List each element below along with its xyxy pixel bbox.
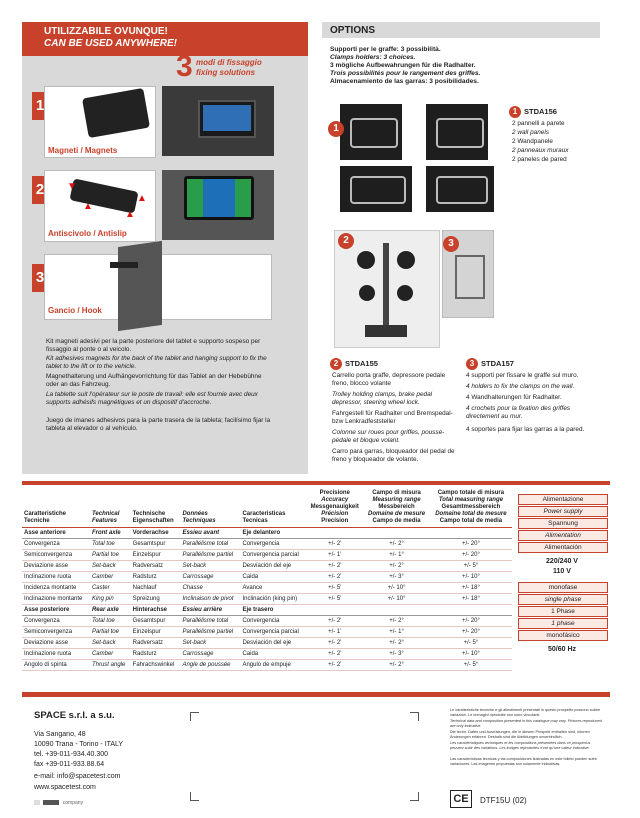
table-cell: Avance xyxy=(240,583,306,594)
disclaimer-es: Las características técnicas y las composiciones ilustradas en este folleto pueden sufrir variaciones. Las imagenes propuestas son solamente indicativas. xyxy=(450,757,597,766)
table-cell xyxy=(430,605,512,616)
table-cell: +/- 2° xyxy=(363,561,430,572)
arrow-icon: ▲ xyxy=(83,201,93,212)
options-line-es: Almacenamiento de las garras: 3 posibilidades. xyxy=(330,78,479,85)
crop-mark xyxy=(190,792,199,801)
table-cell: Inclinazione ruota xyxy=(22,649,90,660)
stda157-line-es: 4 soportes para fijar las garras a la pared. xyxy=(466,426,585,433)
table-cell: Angolo di spinta xyxy=(22,660,90,671)
stda156-line-en: 2 wall panels xyxy=(512,129,549,136)
document-code: DTF15U (02) xyxy=(480,796,527,805)
title-english: CAN BE USED ANYWHERE! xyxy=(44,38,177,49)
phone: tel. +39-011-934.40.300 xyxy=(34,751,109,758)
options-title: OPTIONS xyxy=(330,25,376,36)
divider-top xyxy=(22,481,610,485)
table-row xyxy=(22,638,512,649)
table-cell: Gesamtspur xyxy=(131,616,181,627)
table-cell: +/- 5° xyxy=(430,638,512,649)
option-badge-3: 3 xyxy=(443,236,459,252)
table-cell: Chasse xyxy=(180,583,240,594)
company-name: SPACE s.r.l. a s.u. xyxy=(34,710,115,721)
table-cell: +/- 10° xyxy=(430,649,512,660)
stda155-line-fr: Colonne sur roues pour griffes, pousse-pédale et bloque volant. xyxy=(332,429,445,444)
table-section-row xyxy=(22,605,512,616)
fixing-label-it: modi di fissaggio xyxy=(196,58,262,67)
stda157-line-fr: 4 crochets pour la fixation des griffes directement au mur. xyxy=(466,405,571,420)
ce-mark: CE xyxy=(450,790,472,808)
table-cell: Convergenza xyxy=(22,539,90,550)
table-cell: +/- 2° xyxy=(363,660,430,671)
stda156-line-it: 2 pannelli a parete xyxy=(512,120,565,127)
table-cell xyxy=(363,528,430,539)
clamp-image xyxy=(350,118,398,148)
table-row xyxy=(22,539,512,550)
lift-photo xyxy=(162,86,274,156)
spec-table-body xyxy=(22,528,512,671)
table-cell: +/- 18° xyxy=(430,583,512,594)
wall-holder-image xyxy=(455,255,485,299)
trolley-pole-image xyxy=(383,243,389,325)
table-row xyxy=(22,572,512,583)
table-cell: Radsturz xyxy=(131,649,181,660)
table-cell: Parallélisme partiel xyxy=(180,550,240,561)
fax: fax +39-011-933.88.64 xyxy=(34,761,105,768)
power-label-it: Alimentazione xyxy=(518,494,608,505)
stda156-line-de: 2 Wandpanele xyxy=(512,138,553,145)
table-cell: +/- 2° xyxy=(363,616,430,627)
table-cell: +/- 2° xyxy=(363,539,430,550)
arrow-icon: ▲ xyxy=(125,209,135,220)
stda157-line-en: 4 holders to fix the clamps on the wall. xyxy=(466,383,575,390)
table-cell: +/- 2' xyxy=(306,616,363,627)
table-cell: +/- 5' xyxy=(306,594,363,605)
description-french: La tablette suit l'opérateur sur le poste de travail: elle est fournie avec deux supports adhésifs magnétiques et un dispositif d'accroche. xyxy=(46,391,258,406)
table-cell: +/- 2' xyxy=(306,660,363,671)
table-cell: Desviación del eje xyxy=(240,638,306,649)
row-number-1: 1 xyxy=(32,92,48,120)
table-row xyxy=(22,627,512,638)
divider-bottom xyxy=(22,692,610,697)
stda155-code: STDA155 xyxy=(345,359,378,368)
clamp-image xyxy=(397,251,415,269)
frequency: 50/60 Hz xyxy=(547,646,577,653)
table-row xyxy=(22,583,512,594)
table-cell: Total toe xyxy=(90,616,131,627)
table-cell: Convergencia xyxy=(240,616,306,627)
table-cell: Asse posteriore xyxy=(22,605,90,616)
phase-fr: 1 phase xyxy=(518,618,608,629)
row-number-2: 2 xyxy=(32,176,48,204)
tablet-on-lift-image xyxy=(198,100,256,138)
stda156-badge: 1 xyxy=(509,106,521,118)
stda157-badge: 3 xyxy=(466,358,478,370)
table-cell: King pin xyxy=(90,594,131,605)
table-cell: Camber xyxy=(90,649,131,660)
group-line xyxy=(34,800,83,806)
address-city: 10090 Trana - Torino - ITALY xyxy=(34,741,124,748)
description-german: Magnethalterung und Aufhängevorrichtung für das Tablet an der Hebebühne oder an das Fahrzeug. xyxy=(46,373,262,388)
table-cell: Carrossage xyxy=(180,649,240,660)
voltage-2: 110 V xyxy=(553,568,571,575)
table-cell: +/- 3° xyxy=(363,649,430,660)
table-cell: Radversatz xyxy=(131,561,181,572)
table-cell: +/- 20° xyxy=(430,539,512,550)
table-cell: Angle de poussée xyxy=(180,660,240,671)
description-spanish: Juego de imanes adhesivos para la parte trasera de la tableta; facilísimo fijar la tableta al elevador o al vehículo. xyxy=(46,417,271,432)
table-cell xyxy=(306,528,363,539)
table-cell: Inclinazione montante xyxy=(22,594,90,605)
group-logo xyxy=(43,800,59,805)
table-cell: Set-back xyxy=(90,638,131,649)
clamp-image xyxy=(436,176,488,204)
table-cell: Eje trasero xyxy=(240,605,306,616)
description-italian: Kit magneti adesivi per la parte posteriore del tablet e supporto sospeso per fissaggio al ponte o al veicolo. xyxy=(46,338,261,353)
table-cell: Inclinación (king pin) xyxy=(240,594,306,605)
email-link[interactable]: e-mail: info@spacetest.com xyxy=(34,773,121,780)
stda156-line-fr: 2 panneaux muraux xyxy=(512,147,569,154)
table-cell xyxy=(306,605,363,616)
power-label-es: Alimentación xyxy=(518,542,608,553)
table-cell: Carrossage xyxy=(180,572,240,583)
table-cell: +/- 2' xyxy=(306,638,363,649)
col-header-it: Caratteristiche Tecniche xyxy=(22,490,90,528)
table-cell: Convergenza xyxy=(22,616,90,627)
hook-image xyxy=(110,262,138,268)
disclaimer-de: Die techn. Daten und Ausrüstungen, die in diesem Prospekt enthalten sind, können Änderungen erfahren. Deshalb sind die Abbildungen unverbindlich. xyxy=(450,730,590,739)
table-cell: +/- 10° xyxy=(363,594,430,605)
col-header-en: Technical Features xyxy=(90,490,131,528)
table-cell: Thrust angle xyxy=(90,660,131,671)
table-cell: Caster xyxy=(90,583,131,594)
address-street: Via Sangano, 48 xyxy=(34,731,86,738)
table-cell xyxy=(363,605,430,616)
stda155-line-it: Carrello porta graffe, depressore pedale freno, blocco volante xyxy=(332,372,446,387)
table-cell: Parallélisme total xyxy=(180,539,240,550)
table-cell: +/- 1' xyxy=(306,550,363,561)
arrow-icon: ▼ xyxy=(67,181,77,192)
table-cell: Inclinazione ruota xyxy=(22,572,90,583)
table-row xyxy=(22,561,512,572)
power-label-fr: Alimentation xyxy=(518,530,608,541)
table-cell: Hinterachse xyxy=(131,605,181,616)
table-cell: +/- 1° xyxy=(363,627,430,638)
table-row xyxy=(22,616,512,627)
table-cell: Partial toe xyxy=(90,627,131,638)
table-cell: Total toe xyxy=(90,539,131,550)
table-cell: +/- 2° xyxy=(363,638,430,649)
group-label: company xyxy=(62,800,84,806)
table-cell: Semiconvergenza xyxy=(22,627,90,638)
table-cell: Nachlauf xyxy=(131,583,181,594)
table-cell: +/- 20° xyxy=(430,616,512,627)
table-cell: Asse anteriore xyxy=(22,528,90,539)
table-cell: Einzelspur xyxy=(131,627,181,638)
options-line-it: Supporti per le graffe: 3 possibilità. xyxy=(330,46,441,53)
table-cell: Gesamtspur xyxy=(131,539,181,550)
table-cell: +/- 2' xyxy=(306,561,363,572)
table-cell: +/- 5° xyxy=(430,660,512,671)
table-row xyxy=(22,594,512,605)
clamp-image xyxy=(359,285,375,301)
caption-hook: Gancio / Hook xyxy=(48,306,102,315)
table-cell: Radversatz xyxy=(131,638,181,649)
table-cell: +/- 2' xyxy=(306,539,363,550)
website-link[interactable]: www.spacetest.com xyxy=(34,784,96,791)
col-header-accuracy: Precisione Accuracy Messgenauigkeit Précision Precision xyxy=(306,490,363,528)
tablet-back-image xyxy=(82,88,150,138)
table-cell: +/- 3° xyxy=(363,572,430,583)
stda155-line-es: Carro para garras, bloqueador del pedal de freno y bloqueador de volante. xyxy=(332,448,455,463)
dashboard-photo xyxy=(162,170,274,240)
power-label-de: Spannung xyxy=(518,518,608,529)
table-cell: Convergencia parcial xyxy=(240,627,306,638)
voltage-1: 220/240 V xyxy=(546,558,578,565)
table-cell: Parallélisme total xyxy=(180,616,240,627)
caption-antislip: Antiscivolo / Antislip xyxy=(48,229,127,238)
tablet-hook-image xyxy=(118,241,162,331)
table-cell: Semiconvergenza xyxy=(22,550,90,561)
table-cell: Vorderachse xyxy=(131,528,181,539)
stda155-line-de: Fahrgestell für Radhalter und Bremspedal- bzw Lenkradfeststeller xyxy=(332,410,453,425)
options-line-en: Clamps holders: 3 choices. xyxy=(330,54,416,61)
table-cell: Caida xyxy=(240,649,306,660)
trolley-base-image xyxy=(365,325,407,337)
power-label-en: Power supply xyxy=(518,506,608,517)
table-cell: Angulo de empuje xyxy=(240,660,306,671)
crop-mark xyxy=(410,792,419,801)
table-cell: +/- 5° xyxy=(430,561,512,572)
table-cell: Radsturz xyxy=(131,572,181,583)
table-cell: +/- 2' xyxy=(306,649,363,660)
table-cell: Set-back xyxy=(90,561,131,572)
stda155-line-en: Trolley holding clamps, brake pedal depressor, steering wheel lock. xyxy=(332,391,433,406)
table-cell: +/- 18° xyxy=(430,594,512,605)
clamp-image xyxy=(357,251,375,269)
stda156-code: STDA156 xyxy=(524,107,557,116)
stda155-badge: 2 xyxy=(330,358,342,370)
table-cell xyxy=(430,528,512,539)
caption-magnets: Magneti / Magnets xyxy=(48,146,118,155)
table-cell: +/- 1° xyxy=(363,550,430,561)
table-cell: +/- 20° xyxy=(430,550,512,561)
table-cell: +/- 5' xyxy=(306,583,363,594)
table-cell: Convergencia xyxy=(240,539,306,550)
table-cell: Partial toe xyxy=(90,550,131,561)
option-badge-1: 1 xyxy=(328,121,344,137)
table-cell: +/- 10° xyxy=(363,583,430,594)
crop-mark xyxy=(190,712,199,721)
table-cell: +/- 20° xyxy=(430,627,512,638)
table-cell: Desviación del eje xyxy=(240,561,306,572)
phase-en: single phase xyxy=(518,594,608,605)
arrow-icon: ▲ xyxy=(137,193,147,204)
table-row xyxy=(22,649,512,660)
table-row xyxy=(22,550,512,561)
disclaimer-it: Le caratteristiche tecniche e gli allestimenti presentati in questo prospetto possono subire variazioni. Le immagini riprodotte non sono vincolanti. xyxy=(450,708,601,717)
dot-icon xyxy=(34,800,40,805)
phase-de: 1 Phase xyxy=(518,606,608,617)
clamp-image xyxy=(436,118,484,148)
option-badge-2: 2 xyxy=(338,233,354,249)
fixing-count: 3 xyxy=(176,50,193,83)
disclaimer-en: Technical data and composition presented in this catalogue may vary. Pictures reproduced are only indicative. xyxy=(450,719,602,728)
spec-table xyxy=(22,490,512,671)
table-cell: Essieu arrière xyxy=(180,605,240,616)
col-header-fr: Données Techniques xyxy=(180,490,240,528)
table-cell: Caida xyxy=(240,572,306,583)
phase-it: monofase xyxy=(518,582,608,593)
fixing-label-en: fixing solutions xyxy=(196,68,256,77)
table-cell: Rear axle xyxy=(90,605,131,616)
col-header-es: Caracteristicas Tecnicas xyxy=(240,490,306,528)
col-header-total-range: Campo totale di misura Total measuring range Gesamtmessbereich Domaine total de mesure Campo total de media xyxy=(430,490,512,528)
table-cell: Front axle xyxy=(90,528,131,539)
clamp-image xyxy=(350,176,406,204)
table-cell: +/- 1' xyxy=(306,627,363,638)
stda157-code: STDA157 xyxy=(481,359,514,368)
stda157-line-it: 4 supporti per fissare le graffe sul muro. xyxy=(466,372,579,379)
disclaimer-fr: Les caractéristiques techniques et les compositions présentées dans ce prospectus peuvent subir des variations. Les images reproduites n'ont qu'une valeur indicative. xyxy=(450,741,591,750)
table-cell: Camber xyxy=(90,572,131,583)
table-cell: +/- 10° xyxy=(430,572,512,583)
table-cell: Deviazione asse xyxy=(22,638,90,649)
crop-mark xyxy=(410,712,419,721)
table-row xyxy=(22,660,512,671)
table-cell: Convergencia parcial xyxy=(240,550,306,561)
stda156-line-es: 2 paneles de pared xyxy=(512,156,567,163)
table-cell: Set-back xyxy=(180,638,240,649)
phase-es: monofásico xyxy=(518,630,608,641)
options-line-fr: Trois possibilités pour le rangement des griffes. xyxy=(330,70,481,77)
table-cell: Essieu avant xyxy=(180,528,240,539)
col-header-range: Campo di misura Measuring range Messbereich Domaine de mesure Campo de media xyxy=(363,490,430,528)
stda157-line-de: 4 Wandhalterungen für Radhalter. xyxy=(466,394,562,401)
table-cell: Inclinaison de pivot xyxy=(180,594,240,605)
options-line-de: 3 mögliche Aufbewahrungen für die Radhalter. xyxy=(330,62,476,69)
table-cell: Incidenza montante xyxy=(22,583,90,594)
spec-table-grid xyxy=(22,490,512,671)
table-header-row xyxy=(22,490,512,528)
row-number-3: 3 xyxy=(32,264,48,292)
description-english: Kit adhesives magnets for the back of the tablet and hanging support to fix the tablet to the lift or to the vehicle. xyxy=(46,355,267,370)
tablet-screen-image xyxy=(184,176,254,220)
table-cell: Set-back xyxy=(180,561,240,572)
table-section-row xyxy=(22,528,512,539)
table-cell: Deviazione asse xyxy=(22,561,90,572)
title-italian: UTILIZZABILE OVUNQUE! xyxy=(44,26,168,37)
col-header-de: Technische Eigenschaften xyxy=(131,490,181,528)
table-cell: Einzelspur xyxy=(131,550,181,561)
table-cell: Fahrachswinkel xyxy=(131,660,181,671)
table-cell: Spreizung xyxy=(131,594,181,605)
table-cell: +/- 2' xyxy=(306,572,363,583)
clamp-image xyxy=(397,285,413,301)
table-cell: Parallélisme partiel xyxy=(180,627,240,638)
table-cell: Eje delantero xyxy=(240,528,306,539)
